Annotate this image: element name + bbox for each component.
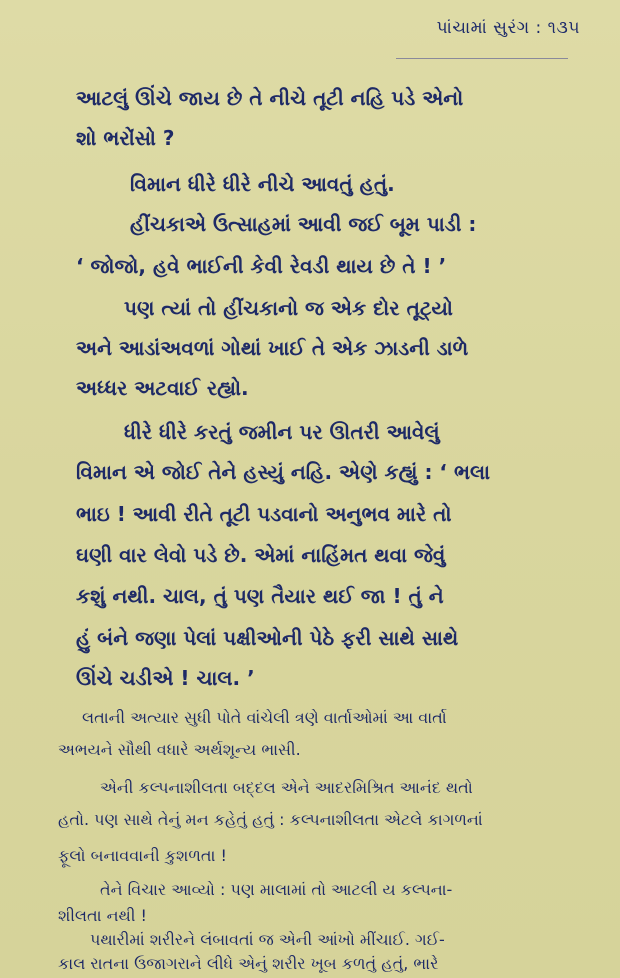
running-header: પાંચામાં સુરંગ : ૧૩૫	[436, 18, 580, 38]
text-line: હું બંને જણા પેલાં પક્ષીઓની પેઠે ફરી સાથે સાથે	[76, 626, 459, 650]
text-line: તેને વિચાર આવ્યો : પણ માલામાં તો આટલી ય કલ્પના-	[100, 880, 453, 899]
header-underline	[396, 58, 568, 59]
text-line: લતાની અત્યાર સુધી પોતે વાંચેલી ત્રણે વાર્તાઓમાં આ વાર્તા	[82, 708, 447, 727]
text-line: કાલ રાતના ઉજાગરાને લીધે એનું શરીર ખૂબ કળતું હતું, ભારે	[58, 954, 439, 973]
text-line: શીલતા નથી !	[58, 906, 147, 925]
text-line: એની કલ્પનાશીલતા બદ્દલ એને આદરમિશ્રિત આનંદ થતો	[100, 778, 473, 797]
text-line: ઘણી વાર લેવો પડે છે. એમાં નાહિંમત થવા જેવું	[76, 543, 446, 567]
text-line: ઊંચે ચડીએ ! ચાલ. ’	[76, 666, 255, 690]
text-line: અને આડાંઅવળાં ગોથાં ખાઈ તે એક ઝાડની ડાળે	[76, 336, 469, 360]
text-line: હીંચકાએ ઉત્સાહમાં આવી જઈ બૂમ પાડી :	[130, 212, 477, 236]
text-line: વિમાન એ જોઈ તેને હસ્યું નહિ. એણે કહ્યું : ‘ ભલા	[76, 460, 490, 484]
text-line: આટલું ઊંચે જાય છે તે નીચે તૂટી નહિ પડે એનો	[76, 86, 464, 110]
text-line: અધ્ધર અટવાઈ રહ્યો.	[76, 376, 249, 400]
text-line: ફૂલો બનાવવાની કુશળતા !	[58, 846, 227, 865]
text-line: પથારીમાં શરીરને લંબાવતાં જ એની આંખો મીંચાઈ. ગઈ-	[90, 930, 445, 949]
text-line: અભયને સૌથી વધારે અર્થશૂન્ય ભાસી.	[58, 740, 301, 759]
text-line: ધીરે ધીરે કરતું જમીન પર ઊતરી આવેલું	[124, 420, 440, 444]
text-line: હતો. પણ સાથે તેનું મન કહેતું હતું : કલ્પનાશીલતા એટલે કાગળનાં	[58, 810, 483, 829]
text-line: કશું નથી. ચાલ, તું પણ તૈયાર થઈ જા ! તું ને	[76, 584, 444, 608]
text-line: ભાઇ ! આવી રીતે તૂટી પડવાનો અનુભવ મારે તો	[76, 502, 452, 526]
text-line: ‘ જોજો, હવે ભાઈની કેવી રેવડી થાય છે તે ! ’	[76, 254, 447, 278]
text-line: પણ ત્યાં તો હીંચકાનો જ એક દોર તૂટ્યો	[124, 296, 453, 320]
text-line: વિમાન ધીરે ધીરે નીચે આવતું હતું.	[130, 172, 395, 196]
text-line: શો ભરોંસો ?	[76, 126, 175, 150]
